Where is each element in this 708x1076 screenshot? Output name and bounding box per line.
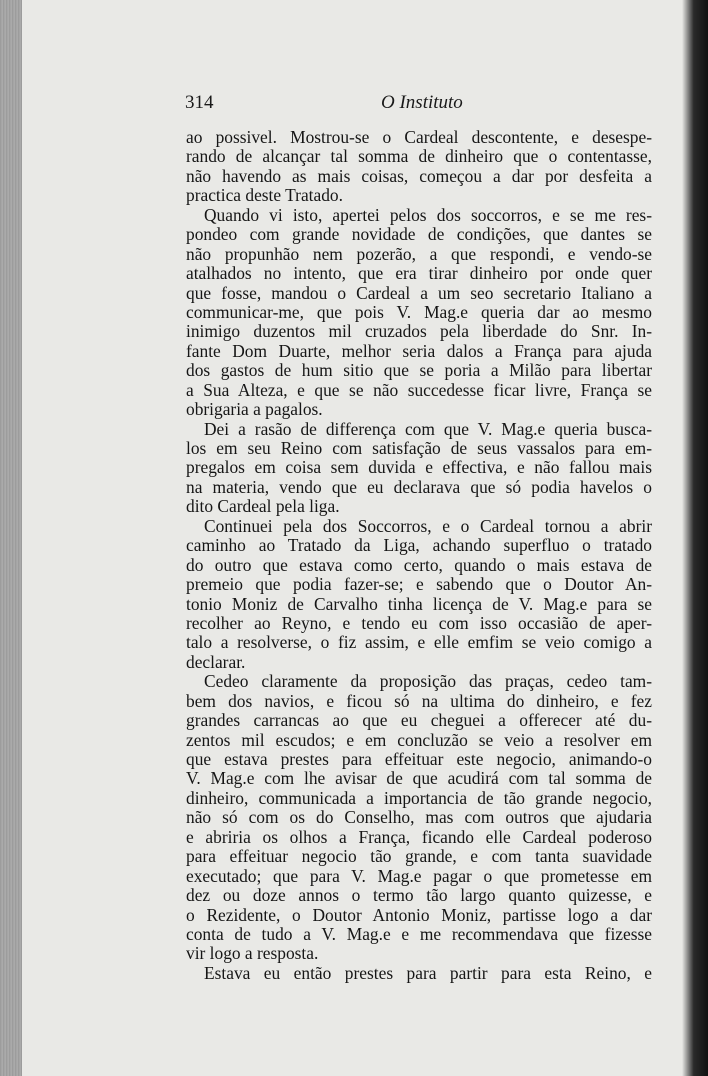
text-line: los em seu Reino com satisfação de seus vassalos para em- [186,438,652,458]
text-line: talo a resolverse, o fiz assim, e elle emfim se veio comigo a [186,632,652,653]
text-line: que estava prestes para effeituar este negocio, animando-o [186,749,652,769]
text-line: do outro que estava como certo, quando o mais estava de [186,554,652,575]
body-text [186,128,652,983]
text-line: não havendo as mais coisas, começou a dar por desfeita a [186,165,652,186]
page-header [185,92,650,118]
text-line: não propunhão nem pozerão, a que respondi, e vendo-se [186,243,652,264]
running-title: O Instituto [381,92,463,113]
text-line: premeio que podia fazer-se; e sabendo que o Doutor An- [186,574,652,595]
binding-shadow [682,0,708,1076]
text-line: pondeo com grande novidade de condições, que dantes se [186,224,652,245]
text-line: rando de alcançar tal somma de dinheiro que o contentasse, [186,146,652,167]
text-line: V. Mag.e com lhe avisar de que acudirá com tal somma de [186,768,652,789]
text-line: Dei a rasão de differença com que V. Mag.e queria busca- [204,418,652,439]
text-line: fante Dom Duarte, melhor seria dalos a França para ajuda [186,340,652,361]
text-line: bem dos navios, e ficou só na ultima do dinheiro, e fez [186,690,652,711]
text-line: pregalos em coisa sem duvida e effectiva, e não fallou mais [186,457,652,478]
page-number: 314 [185,92,214,113]
text-line: não só com os do Conselho, mas com outros que ajudaria [186,807,652,828]
text-line: dito Cardeal pela liga. [186,496,340,517]
text-line: o Rezidente, o Doutor Antonio Moniz, partisse logo a dar [186,904,652,925]
text-line: declarar. [186,651,246,672]
text-line: conta de tudo a V. Mag.e e me recommendava que fizesse [186,923,652,944]
text-line: vir logo a resposta. [186,943,319,964]
text-line: recolher ao Reyno, e tendo eu com isso occasião de aper- [186,612,652,633]
text-line: para effeituar negocio tão grande, e com tanta suavidade [186,846,652,867]
text-line: tonio Moniz de Carvalho tinha licença de V. Mag.e para se [186,593,652,614]
text-line: executado; que para V. Mag.e pagar o que prometesse em [186,865,652,886]
text-line: dez ou doze annos o termo tão largo quanto quizesse, e [186,885,652,906]
text-line: zentos mil escudos; e em concluzão se veio a resolver em [186,729,652,750]
text-line: dinheiro, communicada a importancia de tão grande negocio, [186,787,652,808]
text-line: Quando vi isto, apertei pelos dos soccorros, e se me res- [204,204,652,225]
text-line: Continuei pela dos Soccorros, e o Cardeal tornou a abrir [204,515,652,536]
text-line: ao possivel. Mostrou-se o Cardeal descontente, e desespe- [186,127,652,147]
text-line: atalhados no intento, que era tirar dinheiro por onde quer [186,263,652,284]
text-line: grandes carrancas ao que eu cheguei a offerecer até du- [186,710,652,731]
text-line: practica deste Tratado. [186,185,343,206]
text-line: na materia, vendo que eu declarava que só podia havelos o [186,476,652,497]
page-stack-edge [0,0,22,1076]
text-line: que fosse, mandou o Cardeal a um seo secretario Italiano a [186,282,652,303]
text-line: caminho ao Tratado da Liga, achando superfluo o tratado [186,535,652,556]
text-line: inimigo duzentos mil cruzados pela liberdade do Snr. In- [186,321,652,342]
text-line: dos gastos de hum sitio que se poria a Milão para libertar [186,360,652,381]
text-line: Estava eu então prestes para partir para esta Reino, e [204,962,652,983]
text-line: e abriria os olhos a França, ficando elle Cardeal poderoso [186,826,652,847]
text-line: a Sua Alteza, e que se não succedesse ficar livre, França se [186,379,652,400]
text-line: Cedeo claramente da proposição das praças, cedeo tam- [204,671,652,692]
text-line: communicar-me, que pois V. Mag.e queria dar ao mesmo [186,301,652,322]
text-line: obrigaria a pagalos. [186,399,323,420]
